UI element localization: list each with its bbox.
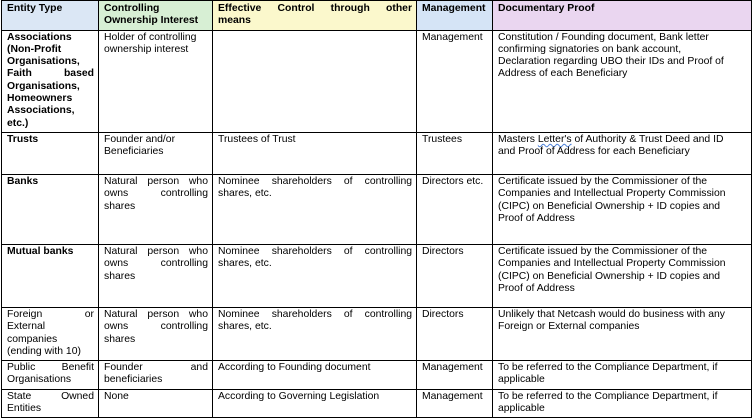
proof-cell: Certificate issued by the Commissioner of the Companies and Intellectual Property Commission (CIPC) on Beneficial Ownership + ID copies and Proof of Address — [493, 174, 752, 244]
ownership-cell: Natural person who owns controlling shares — [99, 174, 213, 244]
table-row — [2, 307, 752, 360]
spellcheck-underline: Letter's — [537, 133, 572, 145]
control-cell: According to Governing Legislation — [213, 389, 417, 418]
proof-cell: To be referred to the Compliance Department, if applicable — [493, 361, 752, 390]
ownership-cell: Founder and beneficiaries — [99, 361, 213, 390]
entity-type-cell: Trusts — [2, 132, 99, 174]
control-cell: Nominee shareholders of controlling shares, etc. — [213, 307, 417, 360]
proof-cell: Unlikely that Netcash would do business with any Foreign or External companies — [493, 307, 752, 360]
header-management: Management — [417, 1, 493, 31]
entity-type-cell: Associations (Non-Profit Organisations, Faith based Organisations, Homeowners Associations, etc.) — [2, 30, 99, 132]
header-documentary-proof: Documentary Proof — [493, 1, 752, 31]
ownership-cell: None — [99, 389, 213, 418]
proof-cell: Masters Letter's of Authority & Trust Deed and ID and Proof of Address for each Beneficiary — [493, 132, 752, 174]
management-cell: Directors — [417, 307, 493, 360]
control-cell: Nominee shareholders of controlling shares, etc. — [213, 174, 417, 244]
header-row — [2, 1, 752, 31]
ownership-cell: Natural person who owns controlling shares — [99, 307, 213, 360]
control-cell — [213, 30, 417, 132]
entity-type-cell: Banks — [2, 174, 99, 244]
entity-type-cell: Public Benefit Organisations — [2, 361, 99, 390]
management-cell: Management — [417, 30, 493, 132]
management-cell: Management — [417, 361, 493, 390]
proof-cell: Certificate issued by the Commissioner of the Companies and Intellectual Property Commission (CIPC) on Beneficial Ownership + ID copies and Proof of Address — [493, 244, 752, 307]
table-row — [2, 30, 752, 132]
entity-type-cell: Foreign or External companies (ending with 10) — [2, 307, 99, 360]
table-row — [2, 174, 752, 244]
control-cell: Nominee shareholders of controlling shares, etc. — [213, 244, 417, 307]
management-cell: Directors etc. — [417, 174, 493, 244]
table-row — [2, 389, 752, 418]
proof-cell: Constitution / Founding document, Bank letter confirming signatories on bank account, Declaration regarding UBO their IDs and Proof of Address of each Beneficiary — [493, 30, 752, 132]
ownership-cell: Natural person who owns controlling shares — [99, 244, 213, 307]
control-cell: According to Founding document — [213, 361, 417, 390]
control-cell: Trustees of Trust — [213, 132, 417, 174]
entity-type-cell: State Owned Entities — [2, 389, 99, 418]
table-row — [2, 132, 752, 174]
management-cell: Directors — [417, 244, 493, 307]
header-controlling-ownership: Controlling Ownership Interest — [99, 1, 213, 31]
table-row — [2, 244, 752, 307]
beneficial-ownership-table — [1, 0, 752, 418]
management-cell: Management — [417, 389, 493, 418]
ownership-cell: Founder and/or Beneficiaries — [99, 132, 213, 174]
table-row — [2, 361, 752, 390]
entity-type-cell: Mutual banks — [2, 244, 99, 307]
proof-cell: To be referred to the Compliance Department, if applicable — [493, 389, 752, 418]
management-cell: Trustees — [417, 132, 493, 174]
header-entity-type: Entity Type — [2, 1, 99, 31]
header-effective-control: Effective Control through other means — [213, 1, 417, 31]
ownership-cell: Holder of controlling ownership interest — [99, 30, 213, 132]
